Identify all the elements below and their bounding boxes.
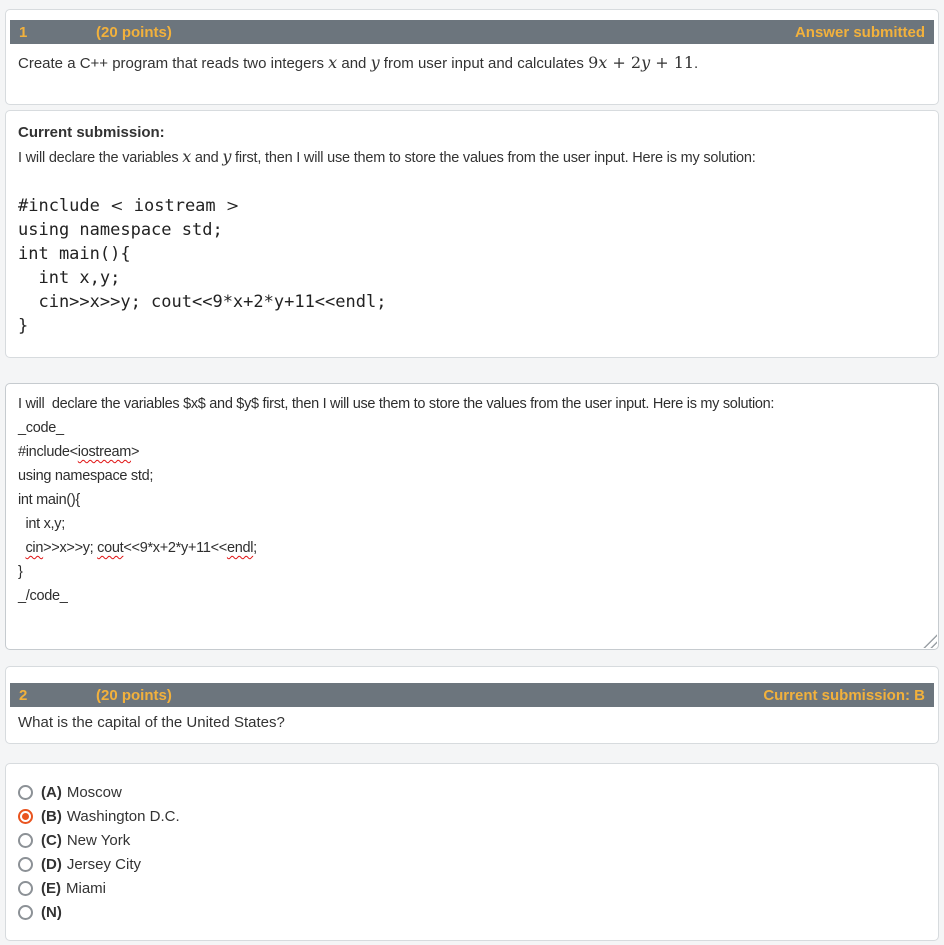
option-key: (E) — [41, 879, 61, 897]
answer-option-a[interactable] — [18, 780, 926, 804]
answer-option-n[interactable] — [18, 900, 926, 924]
radio-unselected-icon[interactable] — [18, 857, 33, 872]
current-submission-panel — [5, 110, 939, 358]
question-1-text: Create a C++ program that reads two integers x and y from user input and calculates 9x + 2y + 11. — [18, 53, 699, 72]
question-2-header — [10, 683, 934, 707]
answer-options-panel — [5, 763, 939, 941]
misspelled-word: iostream — [77, 444, 131, 460]
text-line: cin>>x>>y; cout<<9*x+2*y+11<<endl; — [25, 540, 257, 556]
submission-code-block — [18, 194, 926, 338]
text-line: int x,y; — [18, 268, 121, 288]
answer-option-c[interactable] — [18, 828, 926, 852]
option-key: (C) — [41, 831, 62, 849]
option-text: Moscow — [66, 783, 122, 801]
text-line: int x,y; — [18, 516, 65, 532]
option-text: Jersey City — [66, 855, 142, 873]
text-line: int main(){ — [18, 244, 131, 264]
answer-text-editor[interactable] — [5, 383, 939, 650]
text-line: } — [18, 316, 29, 336]
text-line: using namespace std; — [18, 468, 154, 484]
radio-unselected-icon[interactable] — [18, 905, 33, 920]
text-line: int main(){ — [18, 492, 80, 508]
text-line: _code_ — [18, 420, 64, 436]
radio-selected-icon[interactable] — [18, 809, 33, 824]
text-line: using namespace std; — [18, 220, 223, 240]
question-1-number: 1 — [19, 23, 28, 41]
text-line: #include<iostream> — [18, 444, 140, 460]
misspelled-word: cout — [97, 540, 124, 556]
text-line: I will declare the variables $x$ and $y$ first, then I will use them to store the values from the user input. Here is my solution: — [18, 396, 775, 412]
text-line: _/code_ — [18, 588, 68, 604]
question-2-points: (20 points) — [96, 686, 172, 704]
current-submission-label: Current submission: — [18, 124, 165, 141]
question-2-panel — [5, 666, 939, 744]
option-text: Miami — [66, 879, 106, 897]
radio-unselected-icon[interactable] — [18, 881, 33, 896]
option-key: (A) — [41, 783, 62, 801]
question-2-text: What is the capital of the United States? — [18, 714, 285, 731]
submission-paragraph: I will declare the variables x and y first, then I will use them to store the values from the user input. Here is my solution: — [18, 147, 756, 166]
question-1-header — [10, 20, 934, 44]
text-line: cin>>x>>y; cout<<9*x+2*y+11<<endl; — [18, 292, 387, 312]
option-text: Washington D.C. — [66, 807, 180, 825]
option-key: (N) — [41, 903, 62, 921]
misspelled-word: endl — [226, 540, 254, 556]
question-2-status-badge: Current submission: B — [763, 686, 925, 704]
answer-option-e[interactable] — [18, 876, 926, 900]
answer-option-d[interactable] — [18, 852, 926, 876]
answer-option-b[interactable] — [18, 804, 926, 828]
question-1-panel — [5, 9, 939, 105]
option-key: (D) — [41, 855, 62, 873]
radio-unselected-icon[interactable] — [18, 785, 33, 800]
option-key: (B) — [41, 807, 62, 825]
text-line: } — [18, 564, 23, 580]
question-2-number: 2 — [19, 686, 28, 704]
text-line: #include < iostream > — [18, 196, 240, 216]
option-text: New York — [66, 831, 131, 849]
answer-editor-container — [5, 383, 939, 650]
misspelled-word: cin — [25, 540, 44, 556]
question-1-status-badge: Answer submitted — [794, 23, 925, 41]
question-1-points: (20 points) — [96, 23, 172, 41]
radio-unselected-icon[interactable] — [18, 833, 33, 848]
